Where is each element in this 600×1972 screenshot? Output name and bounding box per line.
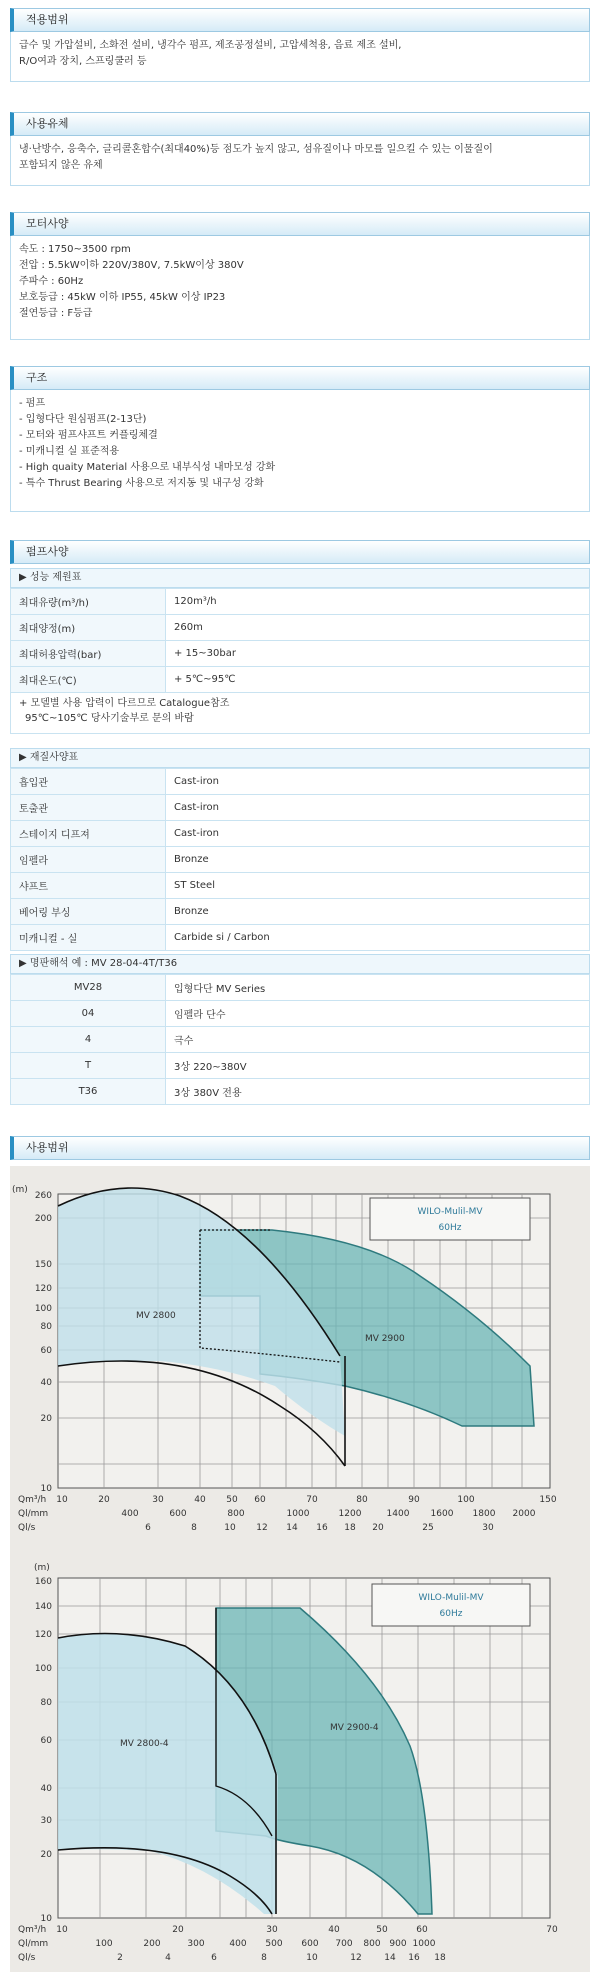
x-tick: 10 <box>56 1925 68 1935</box>
mat-value: Cast-iron <box>166 821 590 847</box>
x-tick: 600 <box>301 1939 319 1949</box>
table-row <box>11 615 590 641</box>
chart-2-label-mv2800-4: MV 2800-4 <box>120 1739 169 1749</box>
y-tick: 80 <box>40 1322 52 1332</box>
x-tick: 8 <box>191 1523 197 1533</box>
table-row <box>11 975 590 1001</box>
perf-key: 최대허용압력(bar) <box>11 641 166 667</box>
y-tick: 20 <box>40 1414 52 1424</box>
y-tick: 120 <box>34 1284 52 1294</box>
x-tick: 100 <box>457 1495 475 1505</box>
table-row <box>11 821 590 847</box>
x-tick: 1200 <box>338 1509 362 1519</box>
np-key: 04 <box>11 1001 166 1027</box>
x-tick: 800 <box>363 1939 381 1949</box>
scope-body <box>10 32 590 82</box>
table-row <box>11 641 590 667</box>
fluid-line-1: 냉·난방수, 응축수, 글리콜혼합수(최대40%)등 점도가 높지 않고, 섬유질이나 마모를 일으킬 수 있는 이물질이 <box>19 144 493 155</box>
np-key: T <box>11 1053 166 1079</box>
x-tick: 4 <box>165 1953 171 1963</box>
perf-value: 260m <box>166 615 590 641</box>
y-tick: 10 <box>40 1484 52 1494</box>
mat-value: ST Steel <box>166 873 590 899</box>
x-tick: 1400 <box>386 1509 410 1519</box>
x-tick: 6 <box>145 1523 151 1533</box>
motor-line-1: 속도 : 1750~3500 rpm <box>19 244 131 255</box>
mat-key: 샤프트 <box>11 873 166 899</box>
y-tick: 80 <box>40 1698 52 1708</box>
mat-value: Bronze <box>166 899 590 925</box>
x-tick: 14 <box>286 1523 298 1533</box>
structure-line-3: - 모터와 펌프샤프트 커플링체결 <box>19 430 158 441</box>
chart-1-row3-label: Ql/s <box>18 1523 36 1533</box>
x-tick: 30 <box>482 1523 494 1533</box>
nameplate-heading: ▶ 명판해석 예 : MV 28-04-4T/T36 <box>10 954 590 974</box>
x-tick: 20 <box>372 1523 384 1533</box>
x-tick: 14 <box>384 1953 396 1963</box>
x-tick: 1600 <box>430 1509 454 1519</box>
motor-line-2: 전압 : 5.5kW이하 220V/380V, 7.5kW이상 380V <box>19 260 244 271</box>
y-tick: 120 <box>34 1630 52 1640</box>
x-tick: 8 <box>261 1953 267 1963</box>
x-tick: 2 <box>117 1953 123 1963</box>
chart-2-row3-ticks <box>117 1953 446 1963</box>
perf-value: + 5℃~95℃ <box>166 667 590 693</box>
table-row <box>11 847 590 873</box>
chart-1-legend-freq: 60Hz <box>438 1223 462 1233</box>
x-tick: 600 <box>169 1509 187 1519</box>
perf-key: 최대유량(m³/h) <box>11 589 166 615</box>
x-tick: 40 <box>194 1495 206 1505</box>
np-value: 임펠라 단수 <box>166 1001 590 1027</box>
table-row <box>11 769 590 795</box>
y-tick: 100 <box>34 1304 52 1314</box>
table-row <box>11 873 590 899</box>
chart-2-row1-label: Qm³/h <box>18 1925 47 1935</box>
chart-2-y-ticks <box>35 1577 52 1924</box>
table-row <box>11 1027 590 1053</box>
fluid-title: 사용유체 <box>10 112 590 136</box>
performance-note <box>10 692 590 734</box>
x-tick: 50 <box>226 1495 238 1505</box>
table-row <box>11 795 590 821</box>
chart-1-y-ticks <box>35 1191 52 1494</box>
chart-2-row2-label: Ql/mm <box>18 1939 49 1949</box>
y-tick: 40 <box>40 1784 52 1794</box>
x-tick: 50 <box>376 1925 388 1935</box>
np-key: 4 <box>11 1027 166 1053</box>
x-tick: 1000 <box>286 1509 310 1519</box>
chart-2-label-mv2900-4: MV 2900-4 <box>330 1723 379 1733</box>
structure-line-4: - 미캐니컬 실 표준적용 <box>19 446 120 457</box>
x-tick: 500 <box>265 1939 283 1949</box>
chart-2-legend-freq: 60Hz <box>439 1609 463 1619</box>
chart-2-legend-title: WILO-Mulil-MV <box>418 1593 484 1603</box>
x-tick: 70 <box>306 1495 318 1505</box>
fluid-line-2: 포함되지 않은 유체 <box>19 160 103 171</box>
x-tick: 900 <box>389 1939 407 1949</box>
y-tick: 60 <box>40 1346 52 1356</box>
y-tick: 20 <box>40 1850 52 1860</box>
chart-2-ylabel: (m) <box>34 1563 50 1573</box>
performance-heading: ▶ 성능 제원표 <box>10 568 590 588</box>
structure-line-2: - 입형다단 원심펌프(2-13단) <box>19 414 147 425</box>
structure-line-1: - 펌프 <box>19 398 46 409</box>
y-tick: 60 <box>40 1736 52 1746</box>
y-tick: 160 <box>34 1577 52 1587</box>
table-row <box>11 667 590 693</box>
motor-line-3: 주파수 : 60Hz <box>19 276 84 287</box>
mat-key: 임펠라 <box>11 847 166 873</box>
materials-heading: ▶ 재질사양표 <box>10 748 590 768</box>
table-row <box>11 1053 590 1079</box>
mat-value: Cast-iron <box>166 795 590 821</box>
chart-1-label-mv2900: MV 2900 <box>365 1334 405 1344</box>
chart-1-row3-ticks <box>145 1523 494 1533</box>
x-tick: 12 <box>256 1523 268 1533</box>
scope-title: 적용범위 <box>10 8 590 32</box>
table-row <box>11 899 590 925</box>
chart-1-row2-label: Ql/mm <box>18 1509 49 1519</box>
x-tick: 200 <box>143 1939 161 1949</box>
x-tick: 2000 <box>512 1509 536 1519</box>
x-tick: 16 <box>316 1523 328 1533</box>
x-tick: 800 <box>227 1509 245 1519</box>
x-tick: 18 <box>344 1523 356 1533</box>
mat-key: 베어링 부싱 <box>11 899 166 925</box>
range-title: 사용범위 <box>10 1136 590 1160</box>
range-charts-svg <box>10 1166 590 1972</box>
y-tick: 30 <box>40 1816 52 1826</box>
x-tick: 30 <box>152 1495 164 1505</box>
x-tick: 1800 <box>472 1509 496 1519</box>
mat-value: Bronze <box>166 847 590 873</box>
x-tick: 60 <box>416 1925 428 1935</box>
motor-line-4: 보호등급 : 45kW 이하 IP55, 45kW 이상 IP23 <box>19 292 226 303</box>
chart-1-row2-ticks <box>121 1509 535 1519</box>
structure-line-5: - High quaity Material 사용으로 내부식성 내마모성 강화 <box>19 462 276 473</box>
chart-1-legend-title: WILO-Mulil-MV <box>417 1207 483 1217</box>
np-key: T36 <box>11 1079 166 1105</box>
x-tick: 300 <box>187 1939 205 1949</box>
x-tick: 150 <box>539 1495 557 1505</box>
motor-title: 모터사양 <box>10 212 590 236</box>
scope-line-1: 급수 및 가압설비, 소화전 설비, 냉각수 펌프, 제조공정설비, 고압세척용, 음료 제조 설비, <box>19 40 402 51</box>
x-tick: 18 <box>434 1953 446 1963</box>
mat-key: 토출관 <box>11 795 166 821</box>
x-tick: 10 <box>224 1523 236 1533</box>
pump-title: 펌프사양 <box>10 540 590 564</box>
y-tick: 150 <box>34 1260 52 1270</box>
np-value: 3상 380V 전용 <box>166 1079 590 1105</box>
structure-title: 구조 <box>10 366 590 390</box>
chart-2-row1-ticks <box>56 1925 558 1935</box>
np-key: MV28 <box>11 975 166 1001</box>
x-tick: 100 <box>95 1939 113 1949</box>
mat-value: Carbide si / Carbon <box>166 925 590 951</box>
y-tick: 260 <box>34 1191 52 1201</box>
x-tick: 90 <box>408 1495 420 1505</box>
x-tick: 10 <box>306 1953 318 1963</box>
x-tick: 20 <box>98 1495 110 1505</box>
note-line-2: 95℃~105℃ 당사기술부로 문의 바람 <box>25 713 194 724</box>
note-line-1: + 모델별 사용 압력이 다르므로 Catalogue참조 <box>19 698 230 709</box>
perf-value: 120m³/h <box>166 589 590 615</box>
mat-key: 미캐니컬 - 실 <box>11 925 166 951</box>
table-row <box>11 589 590 615</box>
chart-1-legend-box <box>370 1198 530 1240</box>
x-tick: 70 <box>546 1925 558 1935</box>
y-tick: 140 <box>34 1602 52 1612</box>
motor-line-5: 절연등급 : F등급 <box>19 308 93 319</box>
x-tick: 20 <box>172 1925 184 1935</box>
structure-body <box>10 390 590 512</box>
scope-line-2: R/O여과 장치, 스프링쿨러 등 <box>19 56 147 67</box>
x-tick: 16 <box>408 1953 420 1963</box>
perf-key: 최대온도(℃) <box>11 667 166 693</box>
chart-2 <box>18 1563 558 1963</box>
perf-key: 최대양정(m) <box>11 615 166 641</box>
x-tick: 10 <box>56 1495 68 1505</box>
chart-2-legend-box <box>372 1584 530 1626</box>
np-value: 극수 <box>166 1027 590 1053</box>
x-tick: 1000 <box>412 1939 436 1949</box>
x-tick: 80 <box>356 1495 368 1505</box>
performance-table <box>10 588 590 693</box>
x-tick: 400 <box>229 1939 247 1949</box>
np-value: 3상 220~380V <box>166 1053 590 1079</box>
table-row <box>11 1079 590 1105</box>
materials-table <box>10 768 590 951</box>
motor-body <box>10 236 590 340</box>
perf-value: + 15~30bar <box>166 641 590 667</box>
x-tick: 12 <box>350 1953 362 1963</box>
x-tick: 25 <box>422 1523 434 1533</box>
chart-2-row3-label: Ql/s <box>18 1953 36 1963</box>
x-tick: 40 <box>328 1925 340 1935</box>
mat-value: Cast-iron <box>166 769 590 795</box>
chart-1-row1-label: Qm³/h <box>18 1495 47 1505</box>
y-tick: 200 <box>34 1214 52 1224</box>
table-row <box>11 925 590 951</box>
x-tick: 60 <box>254 1495 266 1505</box>
chart-1-ylabel: (m) <box>12 1185 28 1195</box>
structure-line-6: - 특수 Thrust Bearing 사용으로 저지동 및 내구성 강화 <box>19 478 264 489</box>
fluid-body <box>10 136 590 186</box>
range-charts <box>10 1166 590 1972</box>
x-tick: 30 <box>266 1925 278 1935</box>
np-value: 입형다단 MV Series <box>166 975 590 1001</box>
nameplate-table <box>10 974 590 1105</box>
table-row <box>11 1001 590 1027</box>
chart-1 <box>12 1185 557 1533</box>
x-tick: 6 <box>211 1953 217 1963</box>
mat-key: 흡입관 <box>11 769 166 795</box>
y-tick: 10 <box>40 1914 52 1924</box>
x-tick: 400 <box>121 1509 139 1519</box>
mat-key: 스테이지 디프져 <box>11 821 166 847</box>
y-tick: 100 <box>34 1664 52 1674</box>
y-tick: 40 <box>40 1378 52 1388</box>
chart-1-row1-ticks <box>56 1495 557 1505</box>
chart-1-label-mv2800: MV 2800 <box>136 1311 176 1321</box>
chart-2-row2-ticks <box>95 1939 435 1949</box>
x-tick: 700 <box>335 1939 353 1949</box>
